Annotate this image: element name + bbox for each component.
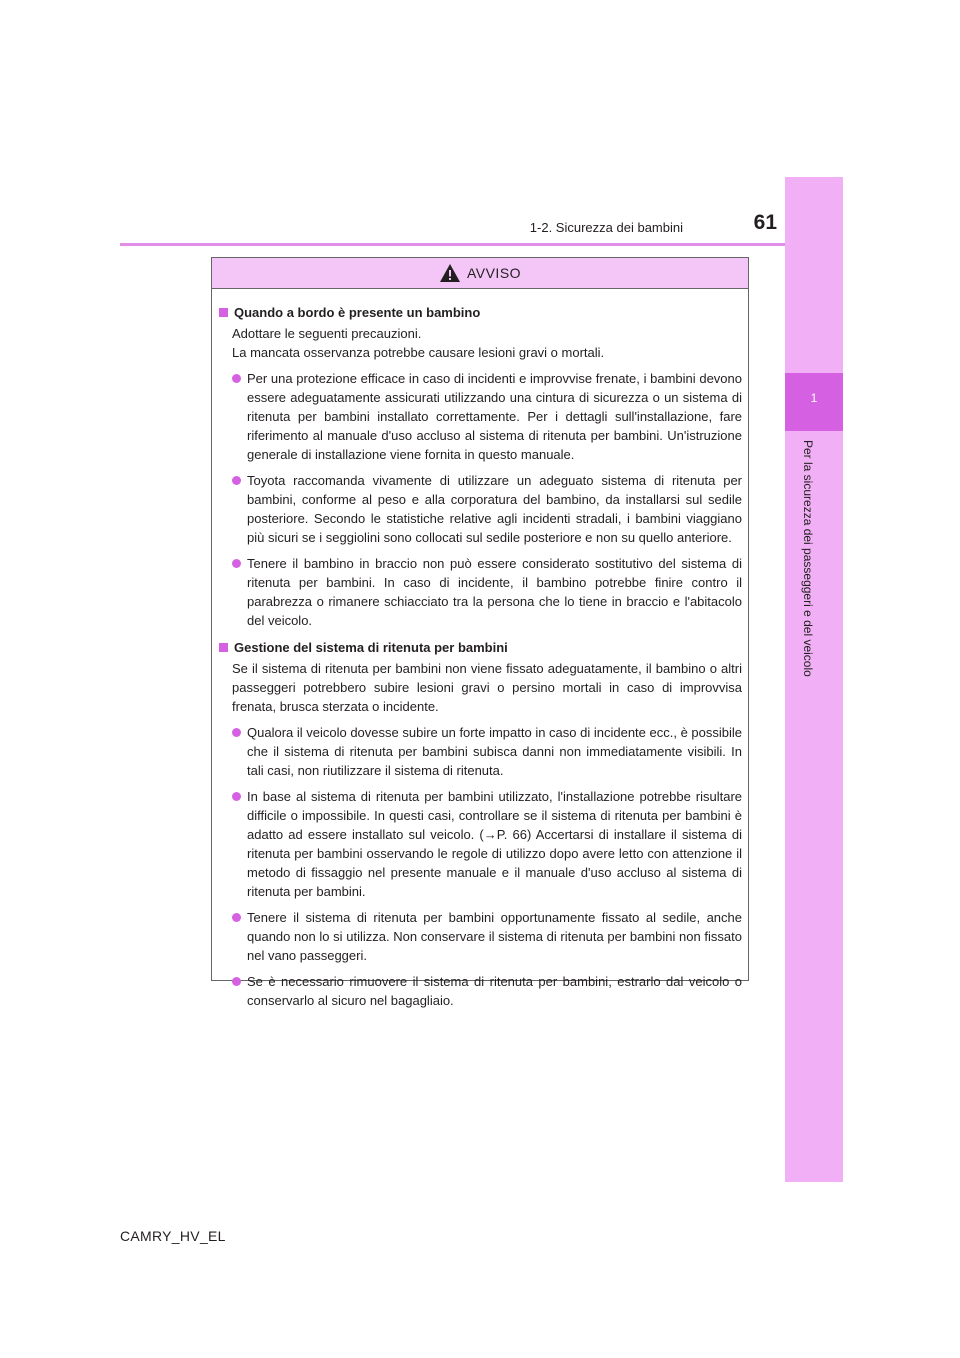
section-heading: Quando a bordo è presente un bambino (219, 303, 742, 322)
square-bullet-icon (219, 308, 228, 317)
page-number: 61 (753, 211, 777, 234)
dot-bullet-icon (232, 476, 241, 485)
dot-bullet-icon (232, 728, 241, 737)
model-code: CAMRY_HV_EL (120, 1228, 226, 1244)
section-title: 1-2. Sicurezza dei bambini (529, 220, 683, 235)
header-rule (120, 243, 843, 246)
list-item: Qualora il veicolo dovesse subire un forte impatto in caso di incidente ecc., è possibile che il sistema di ritenuta per bambini subisca danni non immediatamente visibili. In tali casi, non riutilizzare il sistema di ritenuta. (219, 723, 742, 780)
section-heading: Gestione del sistema di ritenuta per bambini (219, 638, 742, 657)
warning-box (211, 257, 749, 1008)
dot-bullet-icon (232, 559, 241, 568)
dot-bullet-icon (232, 374, 241, 383)
dot-bullet-icon (232, 792, 241, 801)
list-item: Tenere il sistema di ritenuta per bambini opportunamente fissato al sedile, anche quando non lo si utilizza. Non conservare il sistema di ritenuta per bambini non fissato nel vano passeggeri. (219, 908, 742, 965)
chapter-title: Per la sicurezza dei passeggeri e del veicolo (801, 440, 815, 677)
list-item: Per una protezione efficace in caso di incidenti e improvvise frenate, i bambini devono essere adeguatamente assicurati utilizzando una cintura di sicurezza o un sistema di ritenuta per bambini installato correttamente. Per i dettagli sull'installazione, fare riferimento al manuale d'uso accluso al sistema di ritenuta per bambini. Un'istruzione generale di installazione viene fornita in questo manuale. (219, 369, 742, 464)
warning-title: AVVISO (466, 265, 522, 281)
list-item: Toyota raccomanda vivamente di utilizzare un adeguato sistema di ritenuta per bambini, conforme al peso e alla corporatura del bambino, da installarsi sul sedile posteriore. Secondo le statistiche relative agli incidenti stradali, i bambini viaggiano più sicuri se i seggiolini sono collocati sul sedile posteriore e non su quello anteriore. (219, 471, 742, 547)
list-item: Se è necessario rimuovere il sistema di ritenuta per bambini, estrarlo dal veicolo o conservarlo al sicuro nel bagagliaio. (219, 972, 742, 1010)
list-item: In base al sistema di ritenuta per bambini utilizzato, l'installazione potrebbe risultare difficile o impossibile. In questi casi, controllare se il sistema di ritenuta per bambini è adatto ad essere installato sul veicolo. (→P. 66) Accertarsi di installare il sistema di ritenuta per bambini osservando le regole di utilizzo dopo avere letto con attenzione il metodo di fissaggio nel presente manuale e il manuale d'uso accluso al sistema di ritenuta per bambini. (219, 787, 742, 901)
warning-body (212, 289, 748, 1010)
chapter-side-tab (785, 177, 843, 1182)
dot-bullet-icon (232, 977, 241, 986)
list-item: Tenere il bambino in braccio non può essere considerato sostitutivo del sistema di ritenuta per bambini. In caso di incidente, il bambino potrebbe finire contro il parabrezza o rimanere schiacciato tra la persona che lo tiene in braccio e l'abitacolo del veicolo. (219, 554, 742, 630)
chapter-number: 1 (810, 391, 818, 405)
square-bullet-icon (219, 643, 228, 652)
section-intro: Se il sistema di ritenuta per bambini non viene fissato adeguatamente, il bambino o altri passeggeri potrebbero subire lesioni gravi o persino mortali in caso di improvvisa frenata, brusca sterzata o incidente. (232, 661, 742, 714)
section-intro: Adottare le seguenti precauzioni. La mancata osservanza potrebbe causare lesioni gravi o mortali. (232, 326, 605, 360)
warning-triangle-icon (439, 263, 461, 283)
dot-bullet-icon (232, 913, 241, 922)
warning-header (212, 258, 748, 289)
